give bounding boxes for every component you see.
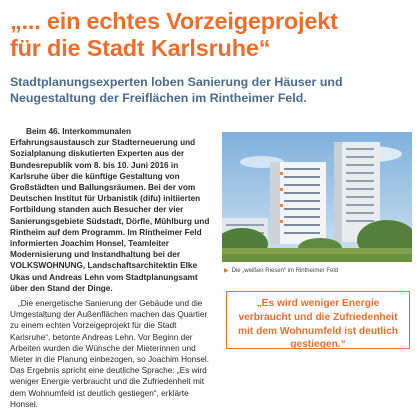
building-photo-illustration	[222, 132, 412, 262]
triangle-right-icon: ▶	[224, 268, 229, 274]
headline	[10, 8, 415, 62]
body-paragraph: „Die energetische Sanierung der Gebäude und die Umgestaltung der Außenflächen machen das Quartier zu einem echten Vorzeigeprojekt für die Stadt Karlsruhe“, betonte Andreas Lehn. Vor Beginn der Arbeiten wurden die Wünsche der Mieterinnen und Mieter in die Planung einbezogen, so Joachim Honsel. Das Ergebnis spricht eine deutliche Sprache: „Es wird weniger Energie verbraucht und die Zufriedenheit mit dem Wohnumfeld ist deutlich gestiegen“, erklärte Honsel.	[10, 299, 210, 409]
article-body	[10, 126, 212, 410]
headline-line-2: für die Stadt Karlsruhe“	[10, 35, 271, 61]
pull-quote-text: „Es wird weniger Energie verbraucht und die Zufriedenheit mit dem Wohnumfeld ist deutlich gestiegen.“	[238, 298, 398, 351]
photo-caption	[224, 267, 414, 275]
headline-line-1: „... ein echtes Vorzeigeprojekt	[10, 8, 338, 34]
pull-quote-box	[226, 291, 410, 349]
building-photo	[222, 132, 412, 262]
photo-caption-text: Die „weißen Riesen“ im Rintheimer Feld	[231, 268, 338, 274]
subheadline: Stadtplanungsexperten loben Sanierung der Häuser und Neugestaltung der Freiflächen im Rintheimer Feld.	[10, 75, 343, 105]
lead-paragraph: Beim 46. Interkommunalen Erfahrungsaustausch zur Stadterneuerung und Sozialplanung diskutierten Experten aus der Bundesrepublik vom 8. bis 10. Juni 2016 in Karlsruhe über die künftige Gestaltung von Großstädten und Ballungsräumen. Bei der vom Deutschen Institut für Urbanistik (difu) initiierten Fortbildung standen auch Besucher der vier Sanierungsgebiete Südstadt, Dörfle, Mühlburg und Rintheim auf dem Programm. Im Rintheimer Feld informierten Joachim Honsel, Teamleiter Modernisierung und Instandhaltung bei der VOLKSWOHNUNG, Landschaftsarchitektin Elke Ukas und Andreas Lehn vom Stadtplanungsamt über den Stand der Dinge.	[10, 127, 210, 293]
